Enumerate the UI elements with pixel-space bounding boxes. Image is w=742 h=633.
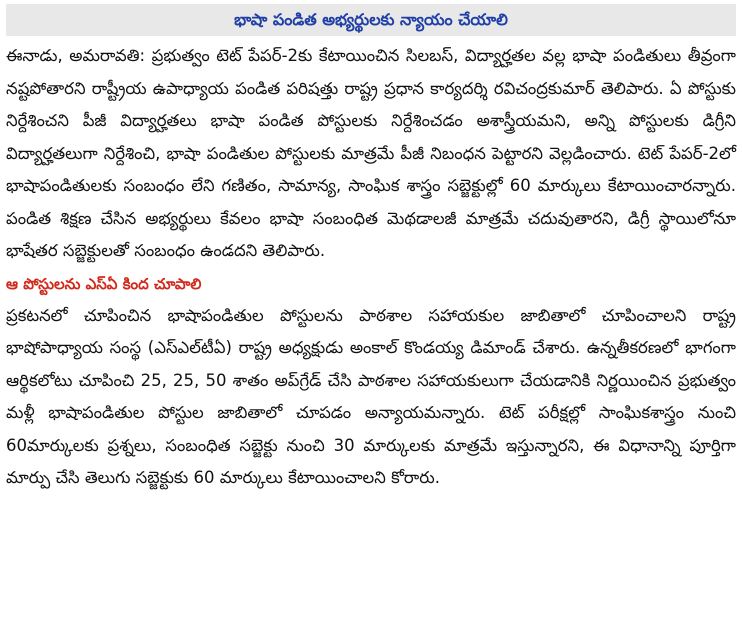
article-paragraph-1: ఈనాడు, అమరావతి: ప్రభుత్వం టెట్ పేపర్-2కు కేటాయించిన సిలబస్, విద్యార్హతల వల్ల భాషా పండితులు తీవ్రంగా నష్టపోతారని రాష్ట్రీయ ఉపాధ్యాయ పండిత పరిషత్తు రాష్ట్ర ప్రధాన కార్యదర్శి రవిచంద్రకుమార్ తెలిపారు. ఏ పోస్టుకు నిర్దేశించని పీజీ విద్యార్హతలు భాషా పండిత పోస్టులకు నిర్దేశించడం అశాస్త్రీయమని, అన్ని పోస్టులకు డిగ్రీని విద్యార్హతలుగా నిర్దేశించి, భాషా పండితుల పోస్టులకు మాత్రమే పీజీ నిబంధన పెట్టారని వెల్లడించారు. టెట్ పేపర్-2లో భాషాపండితులకు సంబంధం లేని గణితం, సామాన్య, సాంఘిక శాస్త్రం సబ్జెక్టుల్లో 60 మార్కులు కేటాయించారన్నారు. పండిత శిక్షణ చేసిన అభ్యర్థులు కేవలం భాషా సంబంధిత మెథడాలజీ మాత్రమే చదువుతారని, డిగ్రీ స్థాయిలోనూ భాషేతర సబ్జెక్టులతో సంబంధం ఉండదని తెలిపారు. [6, 46, 736, 260]
article-headline: భాషా పండిత అభ్యర్థులకు న్యాయం చేయాలి [234, 10, 508, 29]
headline-bar [6, 4, 736, 36]
article-paragraph-2: ప్రకటనలో చూపించిన భాషాపండితుల పోస్టులను పాఠశాల సహాయకుల జాబితాలో చూపించాలని రాష్ట్ర భాషోపాధ్యాయ సంస్థ (ఎస్ఎల్‌టీఏ) రాష్ట్ర అధ్యక్షుడు అంకాల్ కొండయ్య డిమాండ్ చేశారు. ఉన్నతీకరణలో భాగంగా ఆర్థికలోటు చూపించి 25, 25, 50 శాతం అప్‌గ్రేడ్ చేసి పాఠశాల సహాయకులుగా చేయడానికి నిర్ణయించిన ప్రభుత్వం మళ్లీ భాషాపండితుల పోస్టుల జాబితాలో చూపడం అన్యాయమన్నారు. టెట్ పరీక్షల్లో సాంఘికశాస్త్రం నుంచి 60మార్కులకు ప్రశ్నలు, సంబంధిత సబ్జెక్టు నుంచి 30 మార్కులకు మాత్రమే ఇస్తున్నారని, ఈ విధానాన్ని పూర్తిగా మార్పు చేసి తెలుగు సబ్జెక్టుకు 60 మార్కులు కేటాయించాలని కోరారు. [6, 305, 736, 487]
article-subheading: ఆ పోస్టులను ఎస్‌ఏ కింద చూపాలి [6, 274, 202, 293]
